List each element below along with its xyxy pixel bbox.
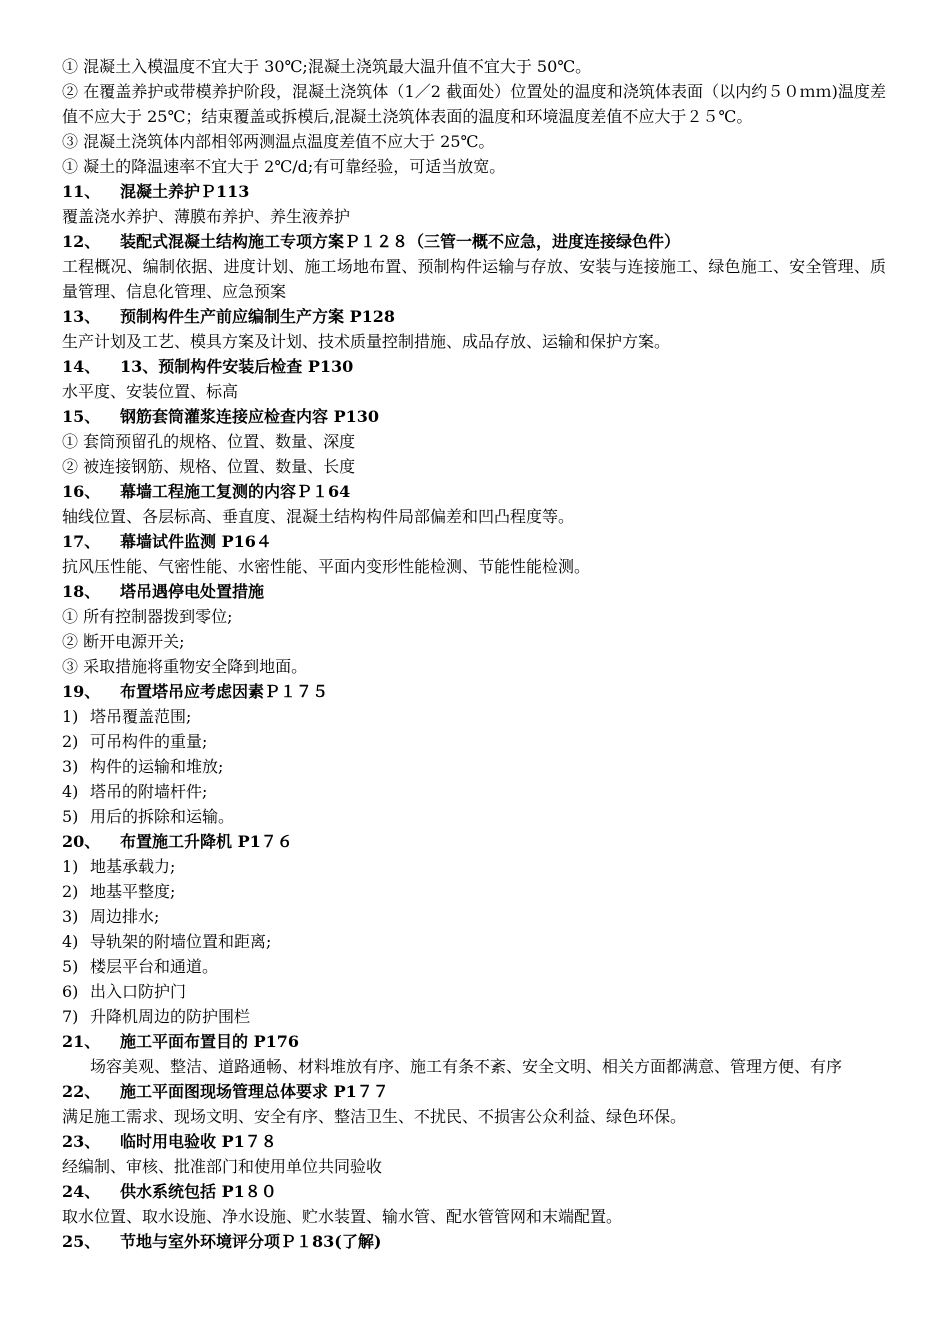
list-item-text: 升降机周边的防护围栏: [90, 1007, 251, 1026]
list-item-text: 楼层平台和通道。: [90, 957, 219, 976]
list-item: ① 所有控制器拨到零位;: [62, 607, 233, 626]
list-item: ② 断开电源开关;: [62, 632, 185, 651]
section-title: 混凝土养护Ｐ113: [120, 182, 250, 201]
list-marker: 2): [62, 882, 79, 901]
list-item: [62, 1004, 886, 1029]
section-heading: [62, 1029, 886, 1054]
list-marker: 6): [62, 982, 79, 1001]
list-item: ③ 采取措施将重物安全降到地面。: [62, 657, 308, 676]
section-heading: [62, 1079, 886, 1104]
list-marker: 5): [62, 957, 79, 976]
section-heading: [62, 579, 886, 604]
list-item-text: 导轨架的附墙位置和距离;: [90, 932, 272, 951]
section-text: 场容美观、整洁、道路通畅、材料堆放有序、施工有条不紊、安全文明、相关方面都满意、管理方便、有序: [90, 1057, 843, 1076]
section-title: 13、预制构件安装后检查 P130: [120, 357, 354, 376]
list-item: [62, 779, 886, 804]
section-title: 临时用电验收 P1７８: [120, 1132, 277, 1151]
section-heading: [62, 679, 886, 704]
list-marker: 3): [62, 907, 79, 926]
paragraph: ① 凝土的降温速率不宜大于 2℃/d;有可靠经验，可适当放宽。: [62, 157, 506, 176]
list-item-text: 塔吊的附墙杆件;: [90, 782, 208, 801]
list-item-text: 构件的运输和堆放;: [90, 757, 224, 776]
list-marker: 5): [62, 807, 79, 826]
section-number: 22、: [62, 1082, 101, 1101]
section-heading: [62, 304, 886, 329]
list-marker: 4): [62, 782, 79, 801]
section-heading: [62, 354, 886, 379]
paragraph: ③ 混凝土浇筑体内部相邻两测温点温度差值不应大于 25℃。: [62, 132, 495, 151]
document-page: [62, 54, 886, 1254]
section-number: 11、: [62, 182, 101, 201]
list-item: [62, 854, 886, 879]
paragraph: ① 混凝土入模温度不宜大于 30℃;混凝土浇筑最大温升值不宜大于 50℃。: [62, 57, 592, 76]
list-item-text: 可吊构件的重量;: [90, 732, 208, 751]
list-marker: 1): [62, 857, 79, 876]
section-text: 抗风压性能、气密性能、水密性能、平面内变形性能检测、节能性能检测。: [62, 557, 591, 576]
section-number: 13、: [62, 307, 101, 326]
list-marker: 3): [62, 757, 79, 776]
section-title: 钢筋套筒灌浆连接应检查内容 P130: [120, 407, 380, 426]
list-item: [62, 754, 886, 779]
list-item: ① 套筒预留孔的规格、位置、数量、深度: [62, 432, 356, 451]
section-text: 经编制、审核、批准部门和使用单位共同验收: [62, 1157, 383, 1176]
section-text: 满足施工需求、现场文明、安全有序、整洁卫生、不扰民、不损害公众利益、绿色环保。: [62, 1107, 687, 1126]
list-item-text: 周边排水;: [90, 907, 160, 926]
section-heading: [62, 529, 886, 554]
list-marker: 4): [62, 932, 79, 951]
section-title: 装配式混凝土结构施工专项方案Ｐ１２８（三管一概不应急，进度连接绿色件）: [120, 232, 681, 251]
section-text: 覆盖浇水养护、薄膜布养护、养生液养护: [62, 207, 351, 226]
section-title: 供水系统包括 P1８０: [120, 1182, 277, 1201]
section-number: 20、: [62, 832, 101, 851]
section-title: 施工平面图现场管理总体要求 P1７７: [120, 1082, 389, 1101]
section-number: 12、: [62, 232, 101, 251]
section-number: 17、: [62, 532, 101, 551]
section-title: 布置施工升降机 P1７６: [120, 832, 293, 851]
list-item: [62, 954, 886, 979]
section-heading: [62, 404, 886, 429]
section-heading: [62, 1229, 886, 1254]
list-item-text: 地基承载力;: [90, 857, 176, 876]
list-item-text: 地基平整度;: [90, 882, 176, 901]
section-heading: [62, 829, 886, 854]
section-number: 14、: [62, 357, 101, 376]
section-title: 节地与室外环境评分项Ｐ１83(了解): [120, 1232, 382, 1251]
section-title: 预制构件生产前应编制生产方案 P128: [120, 307, 396, 326]
section-number: 16、: [62, 482, 101, 501]
section-title: 塔吊遇停电处置措施: [120, 582, 265, 601]
list-item-text: 塔吊覆盖范围;: [90, 707, 192, 726]
section-number: 25、: [62, 1232, 101, 1251]
list-marker: 2): [62, 732, 79, 751]
section-title: 布置塔吊应考虑因素Ｐ１７５: [120, 682, 329, 701]
section-text: 取水位置、取水设施、净水设施、贮水装置、输水管、配水管管网和末端配置。: [62, 1207, 623, 1226]
section-title: 幕墙工程施工复测的内容Ｐ１64: [120, 482, 351, 501]
section-title: 施工平面布置目的 P176: [120, 1032, 300, 1051]
list-item-text: 用后的拆除和运输。: [90, 807, 235, 826]
section-text: 工程概况、编制依据、进度计划、施工场地布置、预制构件运输与存放、安装与连接施工、绿色施工、安全管理、质量管理、信息化管理、应急预案: [62, 257, 886, 301]
section-title: 幕墙试件监测 P16４: [120, 532, 272, 551]
section-text: 轴线位置、各层标高、垂直度、混凝土结构构件局部偏差和凹凸程度等。: [62, 507, 575, 526]
section-heading: [62, 1179, 886, 1204]
section-heading: [62, 179, 886, 204]
section-number: 19、: [62, 682, 101, 701]
section-number: 21、: [62, 1032, 101, 1051]
list-item: [62, 804, 886, 829]
paragraph: ② 在覆盖养护或带模养护阶段，混凝土浇筑体（1／2 截面处）位置处的温度和浇筑体表面（以内约５０ｍｍ)温度差值不应大于 25℃；结束覆盖或拆模后,混凝土浇筑体表面的温度和环境温度差值不应大于２５℃。: [62, 82, 886, 126]
list-item: [62, 729, 886, 754]
section-number: 15、: [62, 407, 101, 426]
list-item: [62, 879, 886, 904]
list-item: [62, 979, 886, 1004]
section-heading: [62, 479, 886, 504]
section-number: 24、: [62, 1182, 101, 1201]
section-text: 水平度、安装位置、标高: [62, 382, 239, 401]
list-item: ② 被连接钢筋、规格、位置、数量、长度: [62, 457, 356, 476]
section-number: 23、: [62, 1132, 101, 1151]
list-item: [62, 704, 886, 729]
list-marker: 7): [62, 1007, 79, 1026]
list-marker: 1): [62, 707, 79, 726]
list-item-text: 出入口防护门: [90, 982, 187, 1001]
list-item: [62, 929, 886, 954]
section-heading: [62, 229, 886, 254]
section-text: 生产计划及工艺、模具方案及计划、技术质量控制措施、成品存放、运输和保护方案。: [62, 332, 671, 351]
section-number: 18、: [62, 582, 101, 601]
section-heading: [62, 1129, 886, 1154]
list-item: [62, 904, 886, 929]
